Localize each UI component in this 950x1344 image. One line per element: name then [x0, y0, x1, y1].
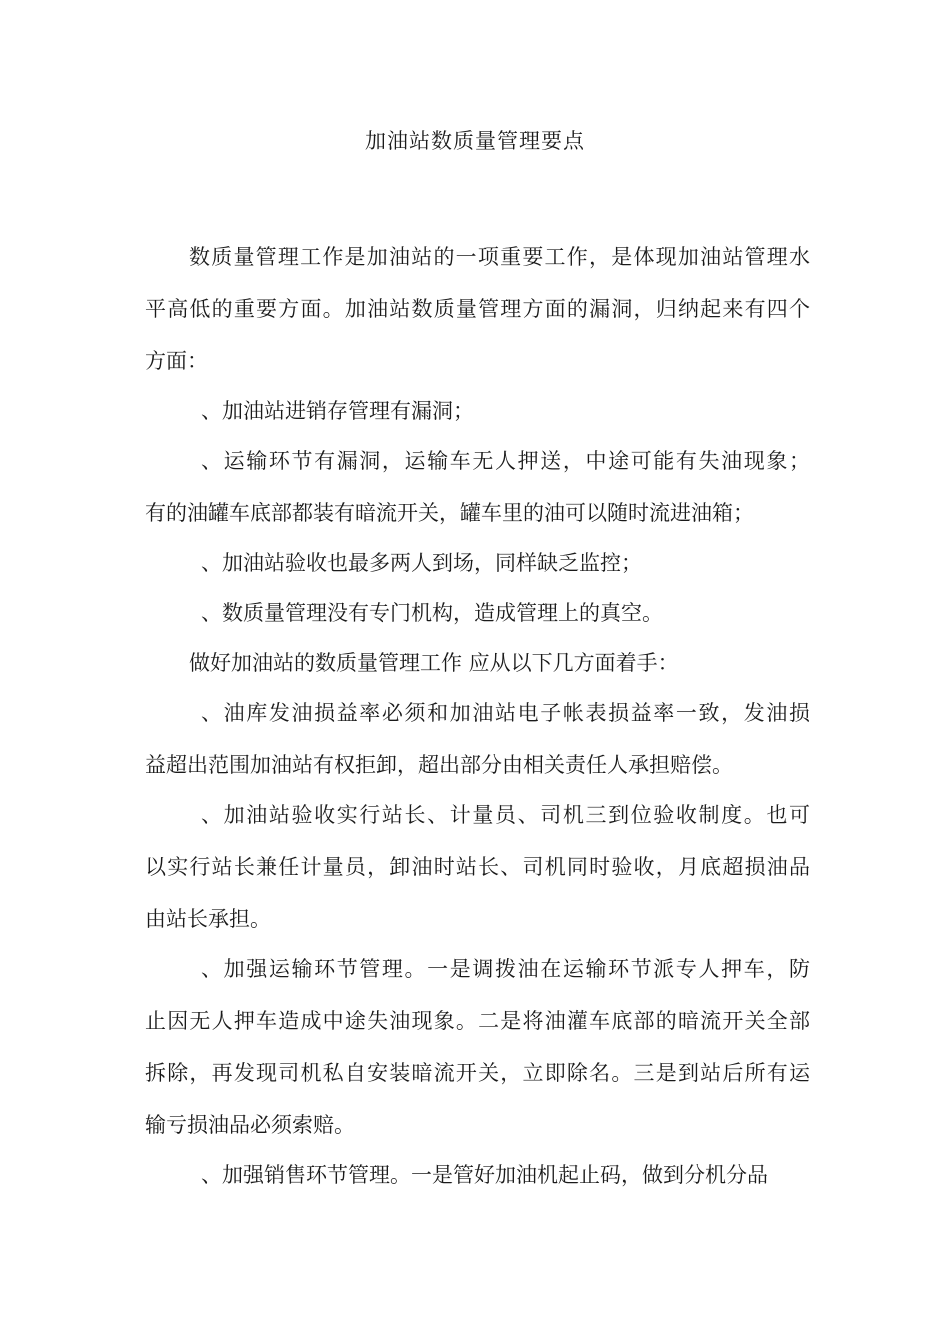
document-title: 加油站数质量管理要点 [365, 129, 585, 153]
text-line: 拆除，再发现司机私自安装暗流开关，立即除名。三是到站后所有运 [145, 1061, 810, 1085]
text-line: 输亏损油品必须索赔。 [145, 1113, 355, 1137]
text-line: 、运输环节有漏洞，运输车无人押送，中途可能有失油现象； [201, 449, 810, 473]
text-line: 数质量管理工作是加油站的一项重要工作，是体现加油站管理水 [189, 245, 810, 269]
text-line: 、加油站验收实行站长、计量员、司机三到位验收制度。也可 [201, 803, 810, 827]
text-line: 、油库发油损益率必须和加油站电子帐表损益率一致，发油损 [201, 701, 810, 725]
text-line: 、数质量管理没有专门机构，造成管理上的真空。 [201, 601, 663, 625]
text-line: 止因无人押车造成中途失油现象。二是将油灌车底部的暗流开关全部 [145, 1009, 810, 1033]
text-line: 平高低的重要方面。加油站数质量管理方面的漏洞，归纳起来有四个 [145, 297, 810, 321]
text-line: 、加油站验收也最多两人到场，同样缺乏监控； [201, 551, 642, 575]
text-line: 、加油站进销存管理有漏洞； [201, 399, 474, 423]
text-line: 以实行站长兼任计量员，卸油时站长、司机同时验收，月底超损油品 [145, 855, 810, 879]
text-line: 、加强运输环节管理。一是调拨油在运输环节派专人押车，防 [201, 957, 810, 981]
text-line: 方面： [145, 349, 208, 373]
text-line: 由站长承担。 [145, 907, 271, 931]
text-line: 有的油罐车底部都装有暗流开关，罐车里的油可以随时流进油箱； [145, 501, 754, 525]
text-line: 益超出范围加油站有权拒卸，超出部分由相关责任人承担赔偿。 [145, 753, 733, 777]
text-line: 、加强销售环节管理。一是管好加油机起止码，做到分机分品 [201, 1163, 768, 1187]
text-line: 做好加油站的数质量管理工作 应从以下几方面着手： [189, 651, 679, 675]
